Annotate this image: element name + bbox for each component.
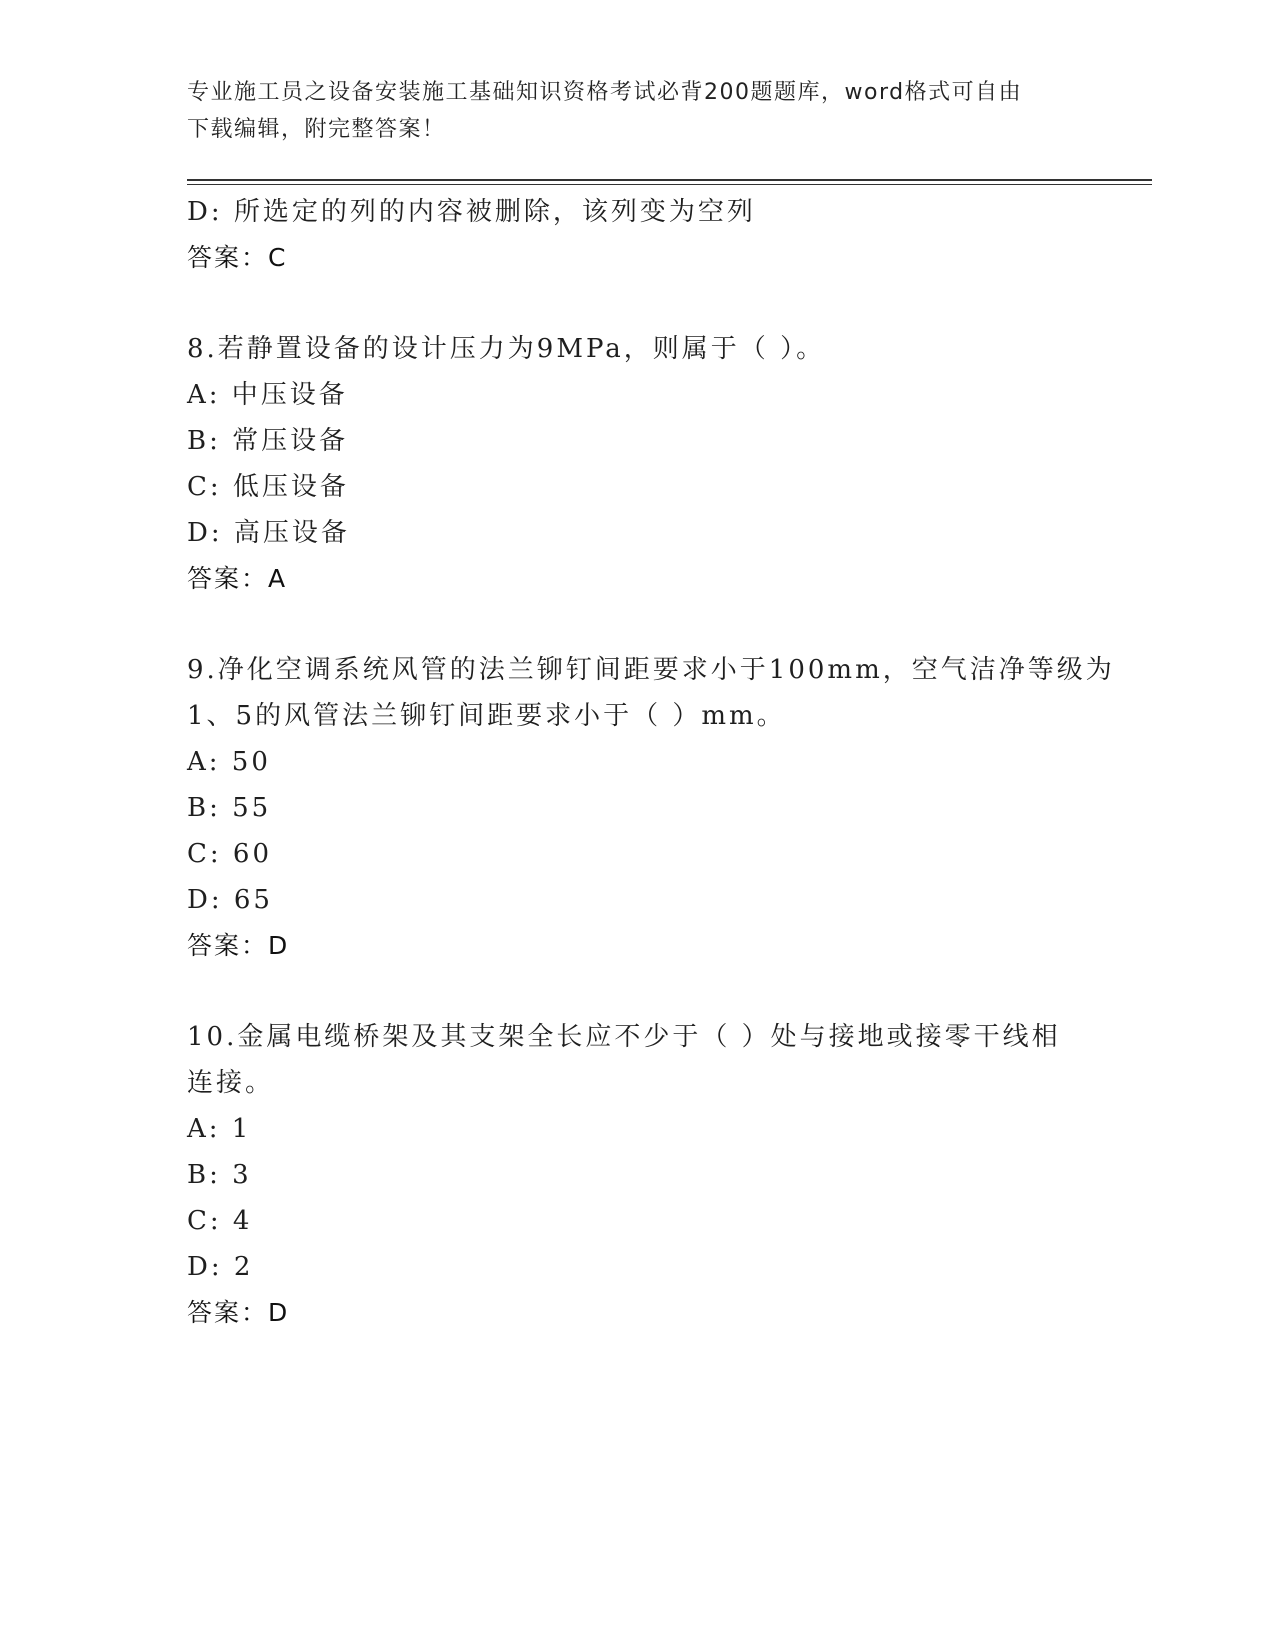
option-c: C: 低压设备 <box>187 472 349 502</box>
answer-line: 答案：A <box>187 564 288 593</box>
question-9 <box>187 647 1115 969</box>
question-stem: 8.若静置设备的设计压力为9MPa，则属于（ ）。 <box>187 334 826 364</box>
option-d: D: 65 <box>187 885 273 915</box>
option-d: D: 高压设备 <box>187 518 350 548</box>
option-a: A: 1 <box>187 1114 252 1144</box>
question-8 <box>187 326 1087 602</box>
option-a: A: 中压设备 <box>187 380 348 410</box>
option-a: A: 50 <box>187 747 271 777</box>
question-stem-line-2: 连接。 <box>187 1068 275 1098</box>
question-stem-line-2: 1、5的风管法兰铆钉间距要求小于（ ）mm。 <box>187 701 786 731</box>
question-7-tail <box>187 189 1087 281</box>
option-b: B: 3 <box>187 1160 252 1190</box>
document-body <box>187 189 1115 1336</box>
question-stem-line-1: 10.金属电缆桥架及其支架全长应不少于（ ）处与接地或接零干线相 <box>187 1022 1061 1052</box>
option-d: D: 所选定的列的内容被删除，该列变为空列 <box>187 197 756 227</box>
question-10 <box>187 1014 1087 1336</box>
header-line-1: 专业施工员之设备安装施工基础知识资格考试必背200题题库，word格式可自由 <box>187 80 1023 105</box>
option-c: C: 60 <box>187 839 273 869</box>
spacer <box>187 969 1087 1014</box>
option-b: B: 55 <box>187 793 272 823</box>
header-divider <box>187 179 1152 185</box>
document-header <box>187 74 1067 148</box>
header-line-2: 下载编辑，附完整答案！ <box>187 117 446 142</box>
option-b: B: 常压设备 <box>187 426 349 456</box>
question-stem-line-1: 9.净化空调系统风管的法兰铆钉间距要求小于100mm，空气洁净等级为 <box>187 655 1115 685</box>
option-d: D: 2 <box>187 1252 254 1282</box>
answer-line: 答案：D <box>187 1298 290 1327</box>
spacer <box>187 281 1087 326</box>
answer-line: 答案：D <box>187 931 290 960</box>
answer-line: 答案：C <box>187 243 288 272</box>
option-c: C: 4 <box>187 1206 253 1236</box>
spacer <box>187 602 1087 647</box>
